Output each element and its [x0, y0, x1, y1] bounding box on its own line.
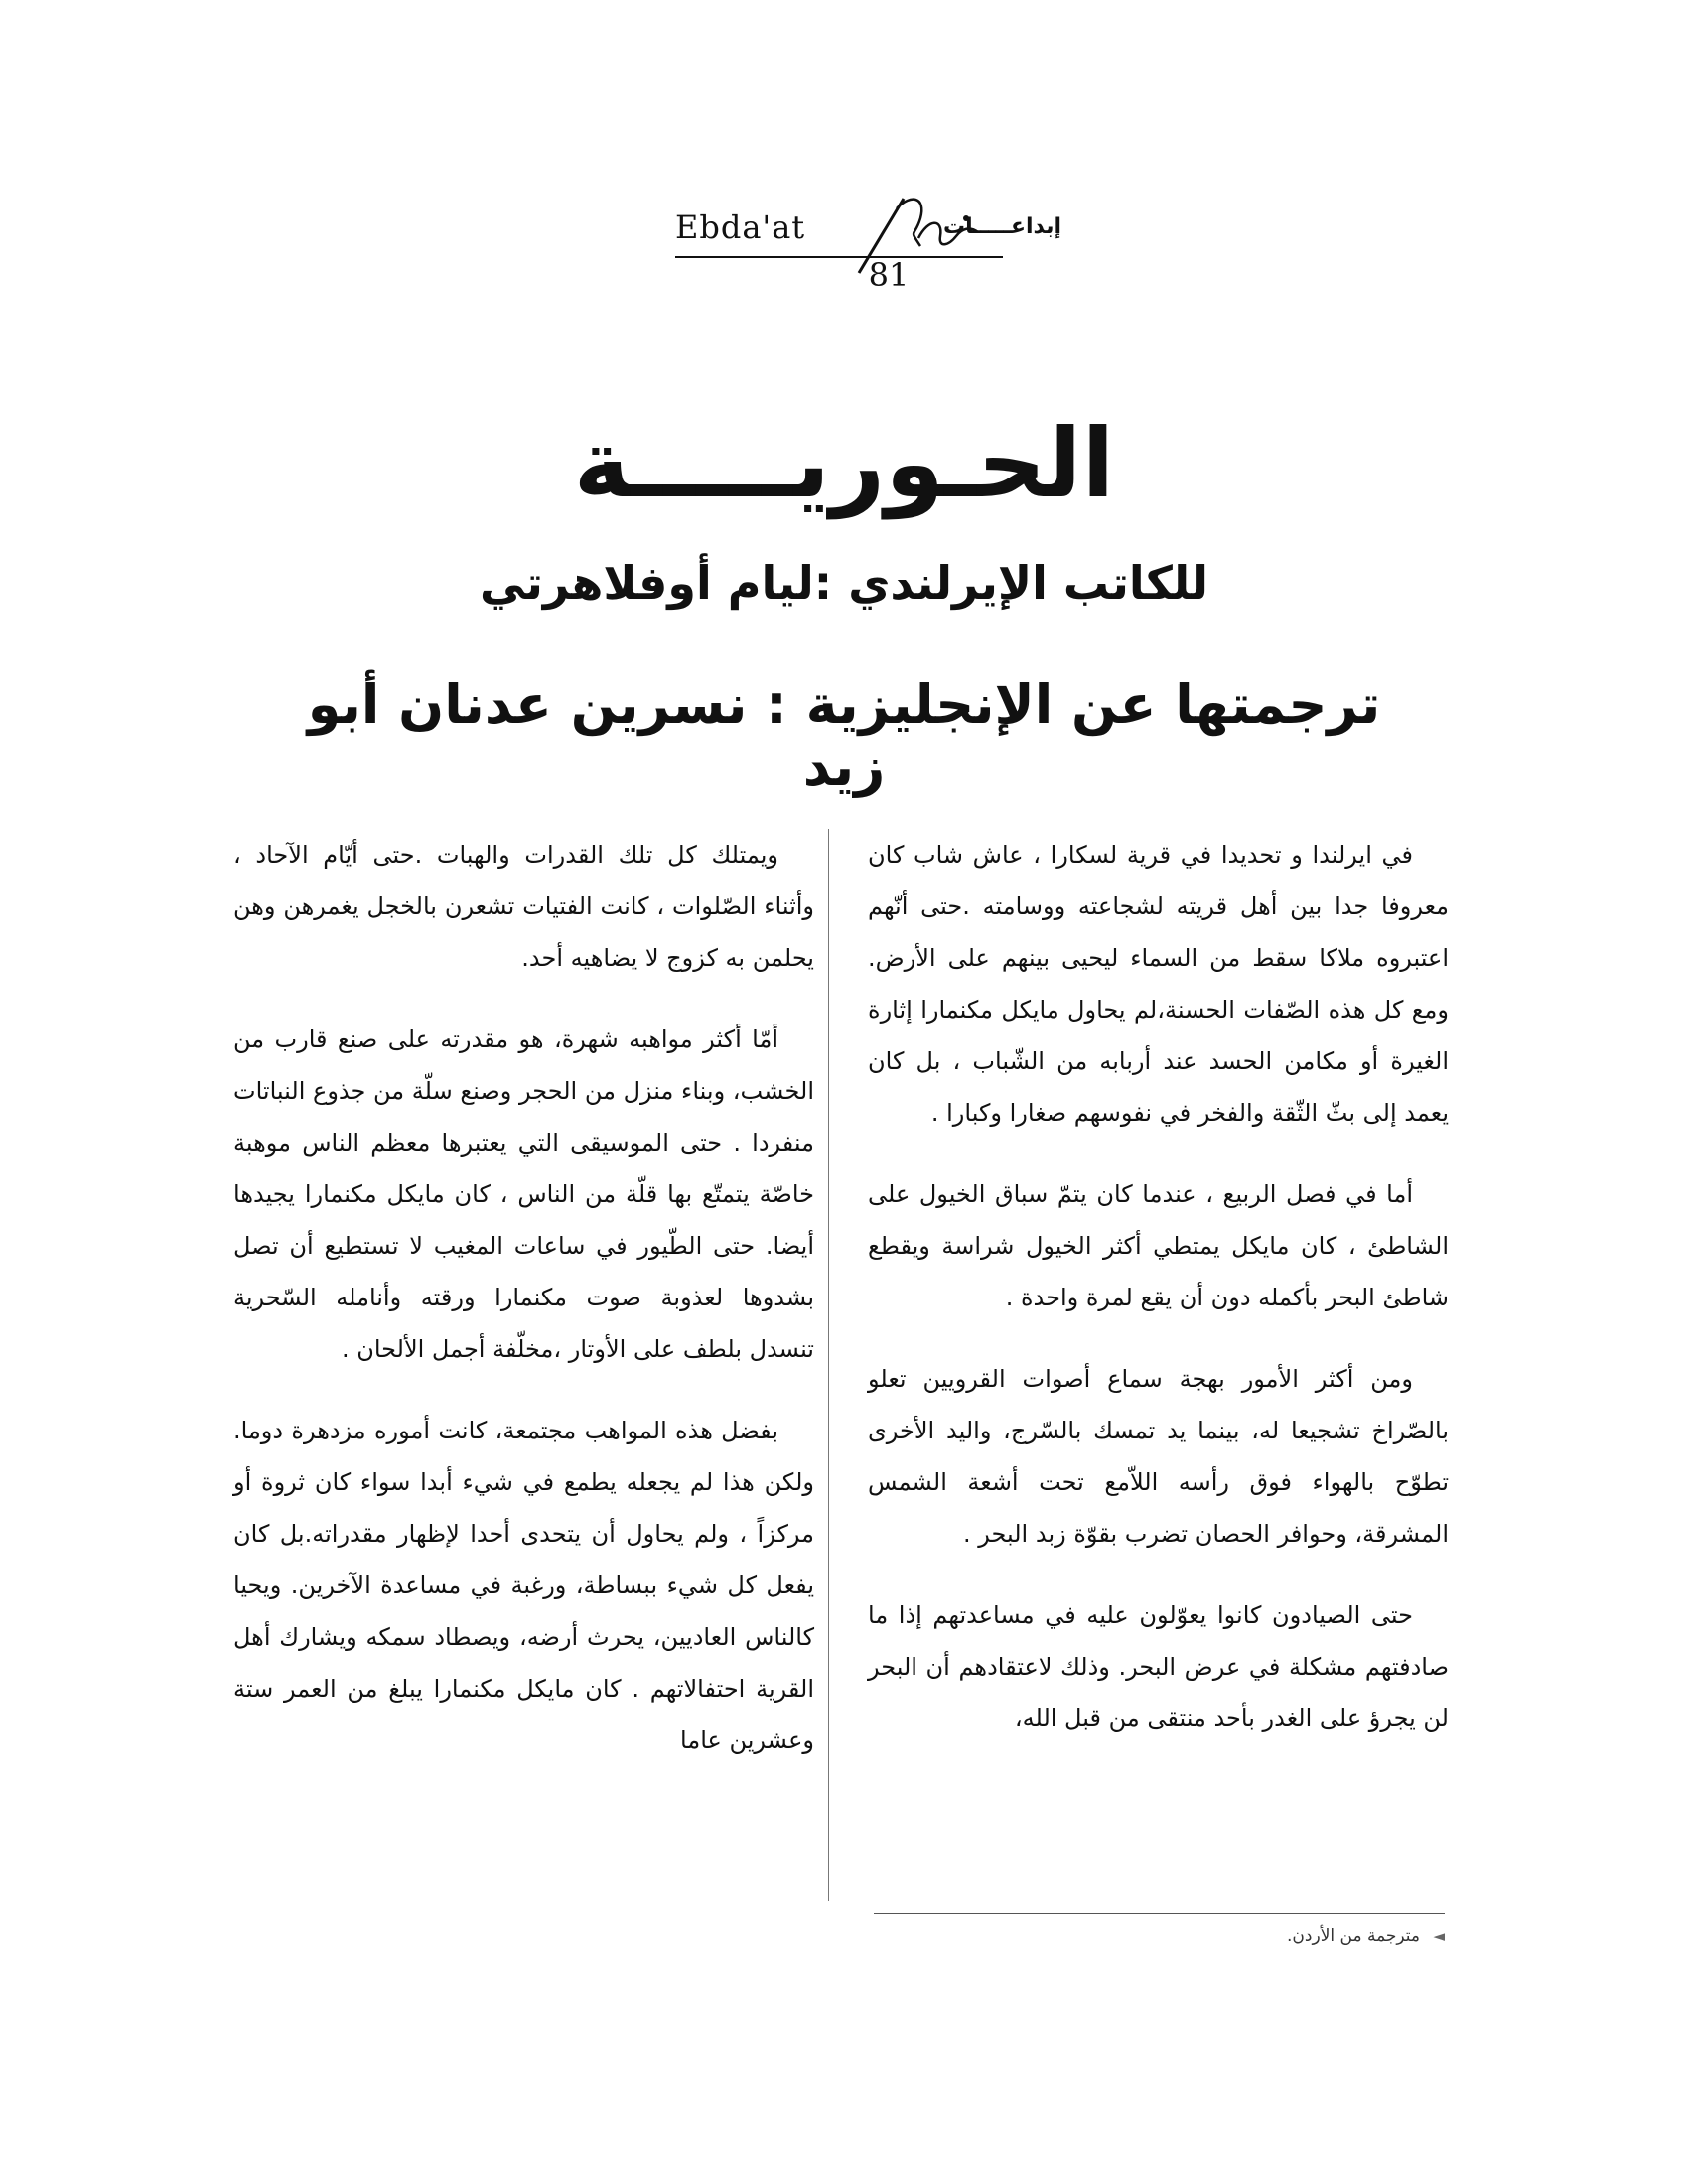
paragraph: أمّا أكثر مواهبه شهرة، هو مقدرته على صنع قارب من الخشب، وبناء منزل من الحجر وصنع سلّة من جذوع النباتات منفردا . حتى الموسيقى التي يعتبرها معظم الناس موهبة خاصّة يتمتّع بها قلّة من الناس ، كان مايكل مكنمارا يجيدها أيضا. حتى الطّيور في ساعات المغيب لا تستطيع أن تصل بشدوها لعذوبة صوت مكنمارا ورقته وأنامله السّحرية تنسدل بلطف على الأوتار ،مخلّفة أجمل الألحان . — [233, 1025, 814, 1363]
brand-arabic: إبداعـــــات — [943, 214, 1062, 239]
footnote-marker-icon: ◄ — [1433, 1927, 1445, 1945]
article-title: الحـوريـــــة — [573, 408, 1115, 519]
page-number: 81 — [868, 256, 910, 294]
paragraph: أما في فصل الربيع ، عندما كان يتمّ سباق الخيول على الشاطئ ، كان مايكل يمتطي أكثر الخيول شراسة ويقطع شاطئ البحر بأكمله دون أن يقع لمرة واحدة . — [868, 1180, 1449, 1311]
author-line: للكاتب الإيرلندي :ليام أوفلاهرتي — [480, 556, 1208, 610]
footnote-rule — [874, 1913, 1445, 1914]
paragraph: في ايرلندا و تحديدا في قرية لسكارا ، عاش شاب كان معروفا جدا بين أهل قريته لشجاعته ووسامته .حتى أنّهم اعتبروه ملاكا سقط من السماء ليحيى بينهم على الأرض. ومع كل هذه الصّفات الحسنة،لم يحاول مايكل مكنمارا إثارة الغيرة أو مكامن الحسد عند أربابه من الشّباب ، بل كان يعمد إلى بثّ الثّقة والفخر في نفوسهم صغارا وكبارا . — [868, 841, 1449, 1127]
paragraph: بفضل هذه المواهب مجتمعة، كانت أموره مزدهرة دوما. ولكن هذا لم يجعله يطمع في شيء أبدا سواء كان ثروة أو مركزاً ، ولم يحاول أن يتحدى أحدا لإظهار مقدراته.بل كان يفعل كل شيء ببساطة، ورغبة في مساعدة الآخرين. ويحيا كالناس العاديين، يحرث أرضه، ويصطاد سمكه ويشارك أهل القرية احتفالاتهم . كان مايكل مكنمارا يبلغ من العمر ستة وعشرين عاما — [233, 1417, 814, 1754]
paragraph: ويمتلك كل تلك القدرات والهبات .حتى أيّام الآحاد ، وأثناء الصّلوات ، كانت الفتيات تشعرن بالخجل يغمرهن وهن يحلمن به كزوج لا يضاهيه أحد. — [233, 841, 814, 972]
brand-latin: Ebda'at — [675, 208, 806, 246]
paragraph: ومن أكثر الأمور بهجة سماع أصوات القرويين تعلو بالصّراخ تشجيعا له، بينما يد تمسك بالسّرج، واليد الأخرى تطوّح بالهواء فوق رأسه اللاّمع تحت أشعة الشمس المشرقة، وحوافر الحصان تضرب بقوّة زبد البحر . — [868, 1365, 1449, 1548]
right-column — [868, 829, 1449, 1774]
footnote-text: مترجمة من الأردن. — [1287, 1926, 1421, 1946]
column-divider — [828, 829, 829, 1901]
paragraph: حتى الصيادون كانوا يعوّلون عليه في مساعدتهم إذا ما صادفتهم مشكلة في عرض البحر. وذلك لاعتقادهم أن البحر لن يجرؤ على الغدر بأحد منتقى من قبل الله، — [868, 1601, 1449, 1732]
left-column — [233, 829, 814, 1796]
page-header — [675, 189, 1072, 308]
footnote — [874, 1926, 1445, 1946]
translator-line: ترجمتها عن الإنجليزية : نسرين عدنان أبو زيد — [307, 673, 1381, 798]
